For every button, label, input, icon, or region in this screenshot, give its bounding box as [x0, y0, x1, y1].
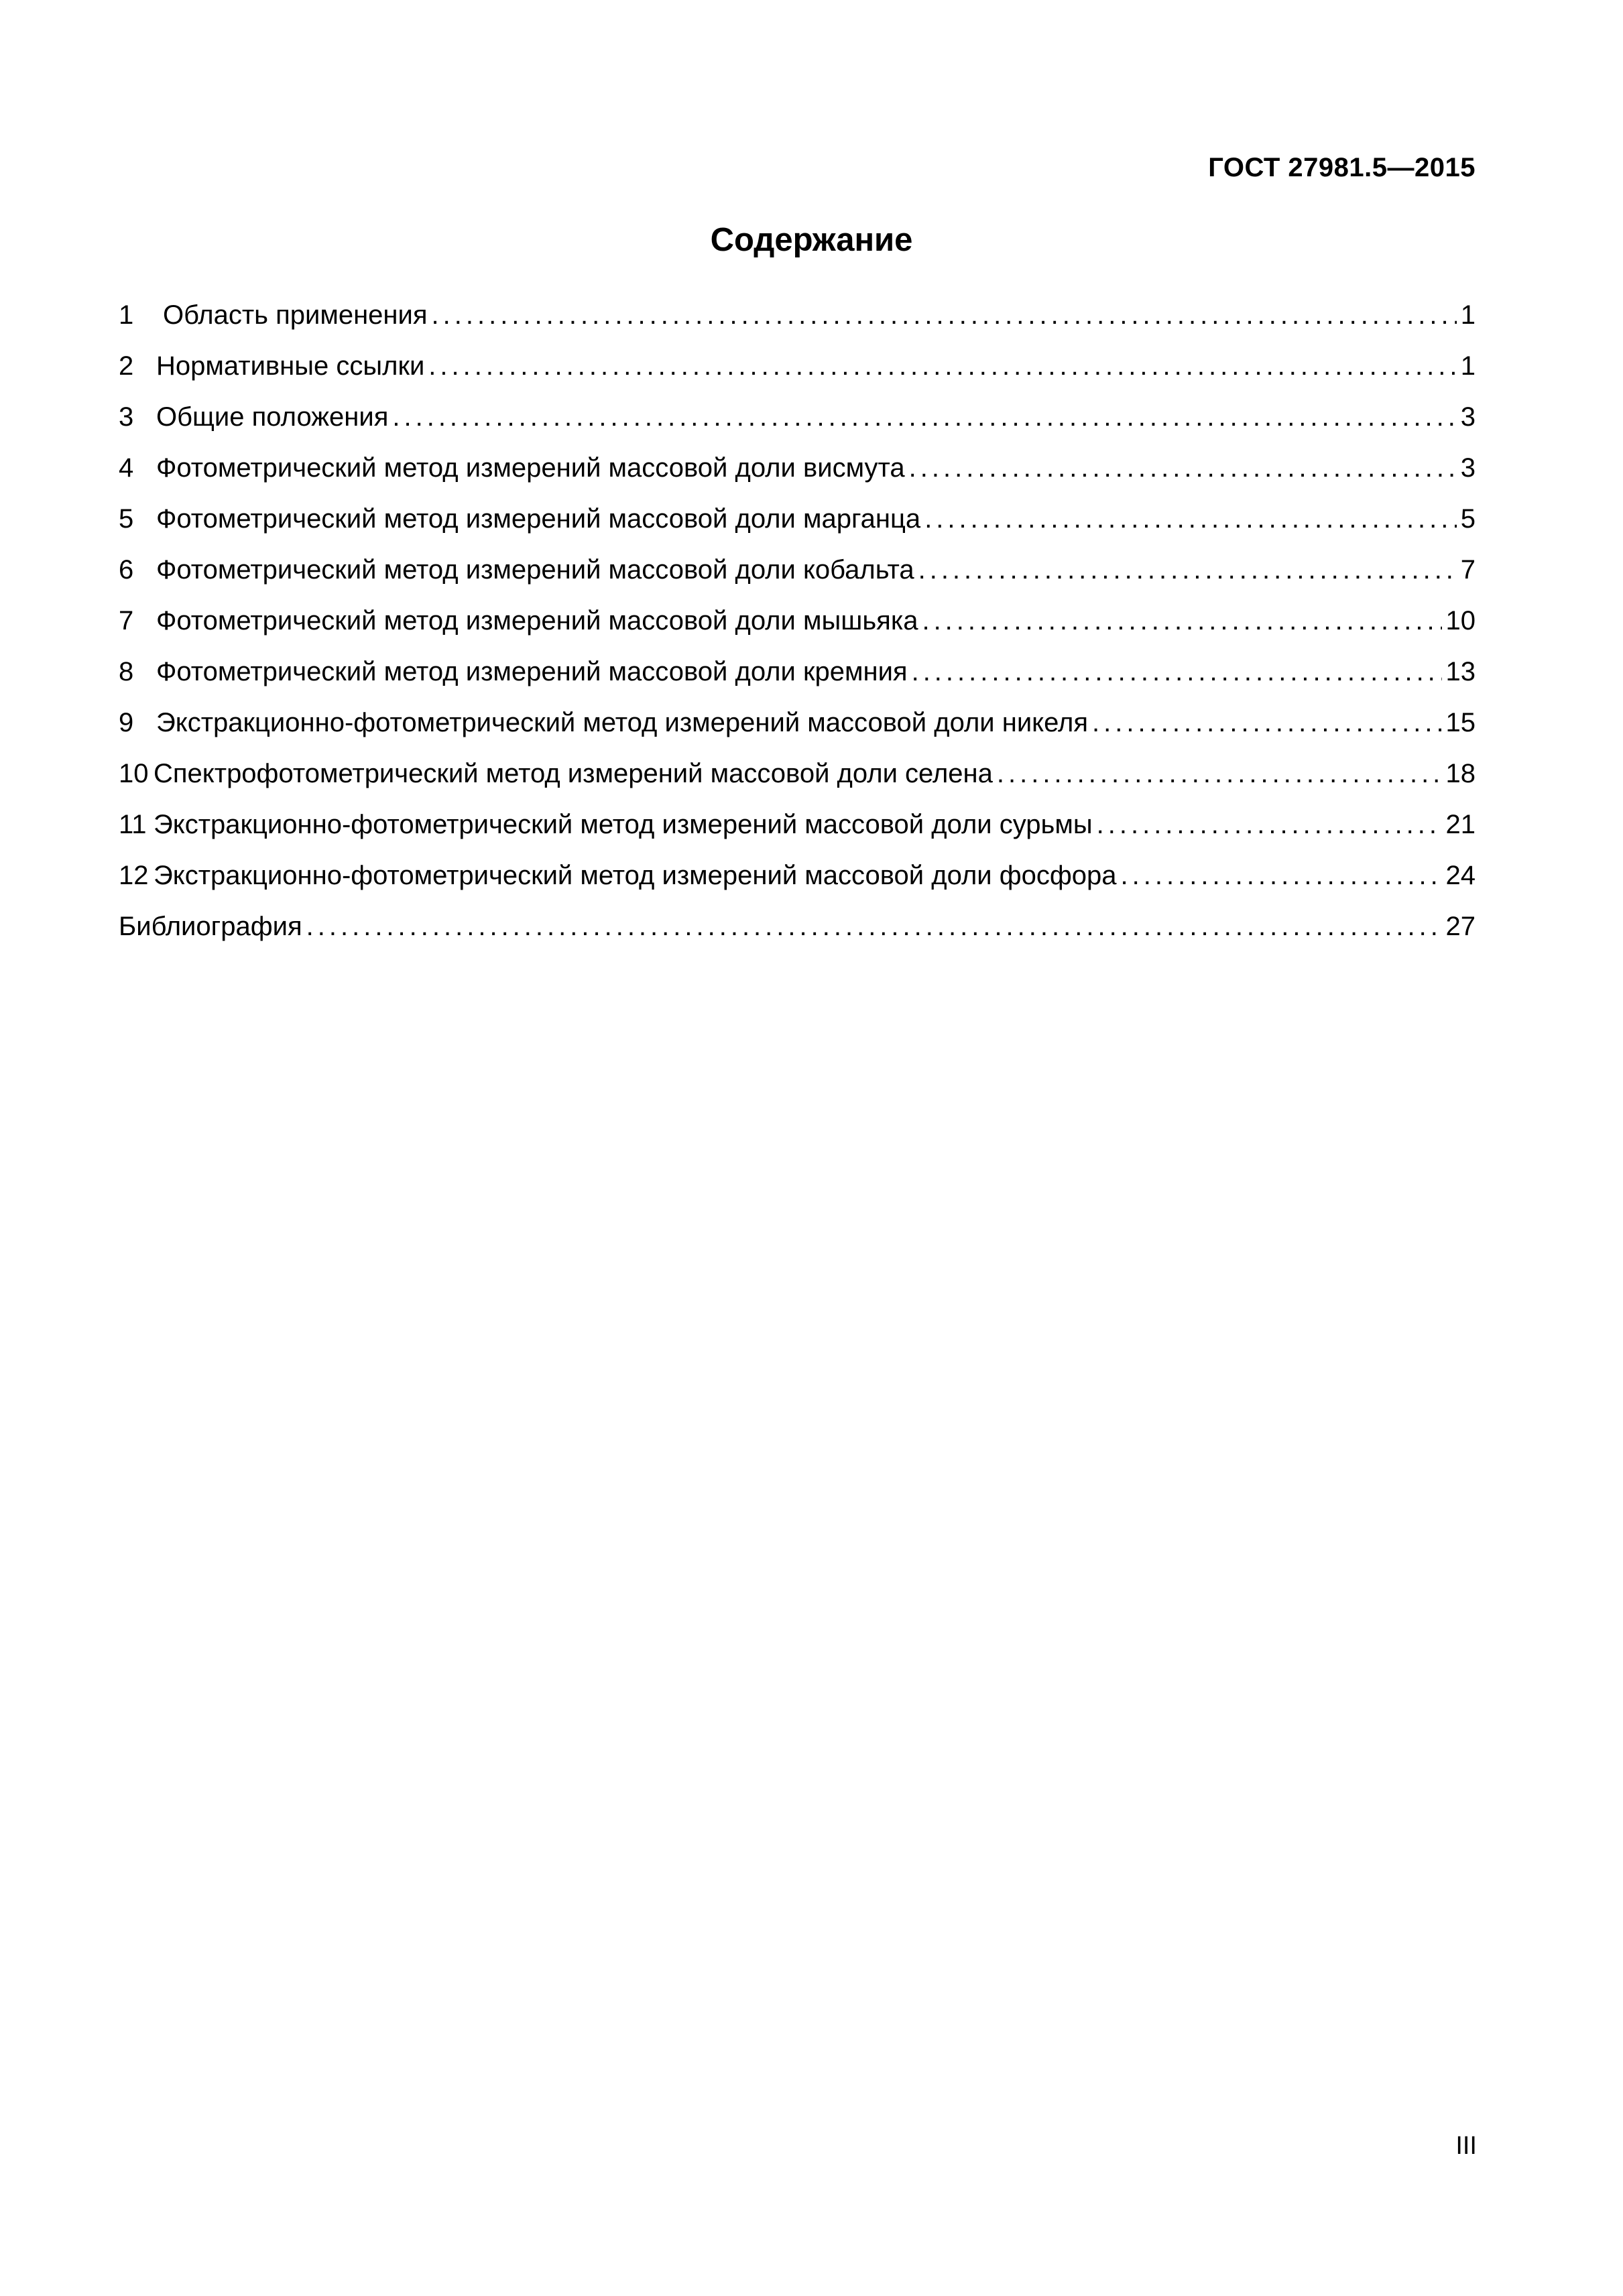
toc-dot-leader [306, 901, 1442, 952]
toc-dot-leader [997, 748, 1442, 799]
toc-entry-number: 3 [119, 402, 134, 432]
toc-entry-page: 10 [1445, 606, 1476, 636]
toc-entry-title: Фотометрический метод измерений массовой доли марганца [156, 504, 921, 534]
toc-entry[interactable] [119, 595, 1476, 646]
toc-dot-leader [924, 493, 1457, 544]
toc-entry-title: Нормативные ссылки [156, 351, 425, 381]
toc-dot-leader [428, 341, 1456, 391]
toc-entry[interactable] [119, 646, 1476, 697]
toc-dot-leader [432, 290, 1457, 341]
toc-title: Содержание [710, 222, 913, 258]
toc-entry-number: 10 [119, 759, 149, 788]
toc-entry-number: 12 [119, 861, 149, 890]
page-number: III [1455, 2132, 1477, 2160]
toc-entry-page: 18 [1445, 759, 1476, 788]
toc-entry[interactable] [119, 697, 1476, 748]
toc-entry-number: 6 [119, 555, 134, 585]
toc-entry-title: Спектрофотометрический метод измерений массовой доли селена [154, 759, 993, 788]
toc-entry[interactable] [119, 799, 1476, 850]
toc-entry[interactable] [119, 493, 1476, 544]
toc-entry-number: 9 [119, 708, 134, 737]
toc-dot-leader [392, 391, 1456, 442]
toc-entry-page: 5 [1460, 504, 1476, 534]
toc-entry[interactable] [119, 544, 1476, 595]
toc-entry-page: 3 [1460, 453, 1476, 483]
toc-entry[interactable] [119, 442, 1476, 493]
toc-dot-leader [1121, 850, 1442, 901]
toc-dot-leader [1092, 697, 1441, 748]
toc-entry[interactable] [119, 391, 1476, 442]
toc-entry[interactable] [119, 901, 1476, 952]
toc-entry-title: Экстракционно-фотометрический метод измерений массовой доли никеля [156, 708, 1089, 737]
toc-entry[interactable] [119, 850, 1476, 901]
toc-entry-page: 1 [1460, 351, 1476, 381]
toc-dot-leader [922, 595, 1441, 646]
toc-entry-title: Экстракционно-фотометрический метод измерений массовой доли сурьмы [154, 810, 1093, 839]
toc-entry-number: 1 [119, 300, 134, 330]
toc-dot-leader [912, 646, 1442, 697]
toc-entry-page: 21 [1445, 810, 1476, 839]
toc-entry-page: 15 [1445, 708, 1476, 737]
toc-entry-title: Фотометрический метод измерений массовой доли кобальта [156, 555, 914, 585]
toc-entry-page: 1 [1460, 300, 1476, 330]
document-code: ГОСТ 27981.5—2015 [1208, 153, 1476, 182]
toc-entry-title: Библиография [119, 912, 302, 941]
toc-entry-title: Фотометрический метод измерений массовой доли мышьяка [156, 606, 918, 636]
toc-entry[interactable] [119, 748, 1476, 799]
toc-entry-title: Область применения [163, 300, 428, 330]
toc-entry-number: 11 [119, 810, 147, 839]
toc-entry[interactable] [119, 341, 1476, 391]
toc-entry-title: Фотометрический метод измерений массовой доли кремния [156, 657, 908, 686]
toc-entry-title: Общие положения [156, 402, 389, 432]
toc-entry-title: Экстракционно-фотометрический метод измерений массовой доли фосфора [154, 861, 1117, 890]
toc-entry-page: 13 [1445, 657, 1476, 686]
toc-dot-leader [1097, 799, 1442, 850]
toc-entry-number: 5 [119, 504, 134, 534]
toc-entry-number: 2 [119, 351, 134, 381]
toc-entry-page: 24 [1445, 861, 1476, 890]
toc-entry-page: 3 [1460, 402, 1476, 432]
toc-entry-number: 4 [119, 453, 134, 483]
toc-dot-leader [909, 442, 1457, 493]
table-of-contents [119, 290, 1476, 952]
toc-entry-number: 8 [119, 657, 134, 686]
toc-entry[interactable] [119, 290, 1476, 341]
toc-entry-number: 7 [119, 606, 134, 636]
toc-entry-title: Фотометрический метод измерений массовой доли висмута [156, 453, 905, 483]
toc-entry-page: 7 [1460, 555, 1476, 585]
toc-dot-leader [918, 544, 1457, 595]
toc-entry-page: 27 [1445, 912, 1476, 941]
